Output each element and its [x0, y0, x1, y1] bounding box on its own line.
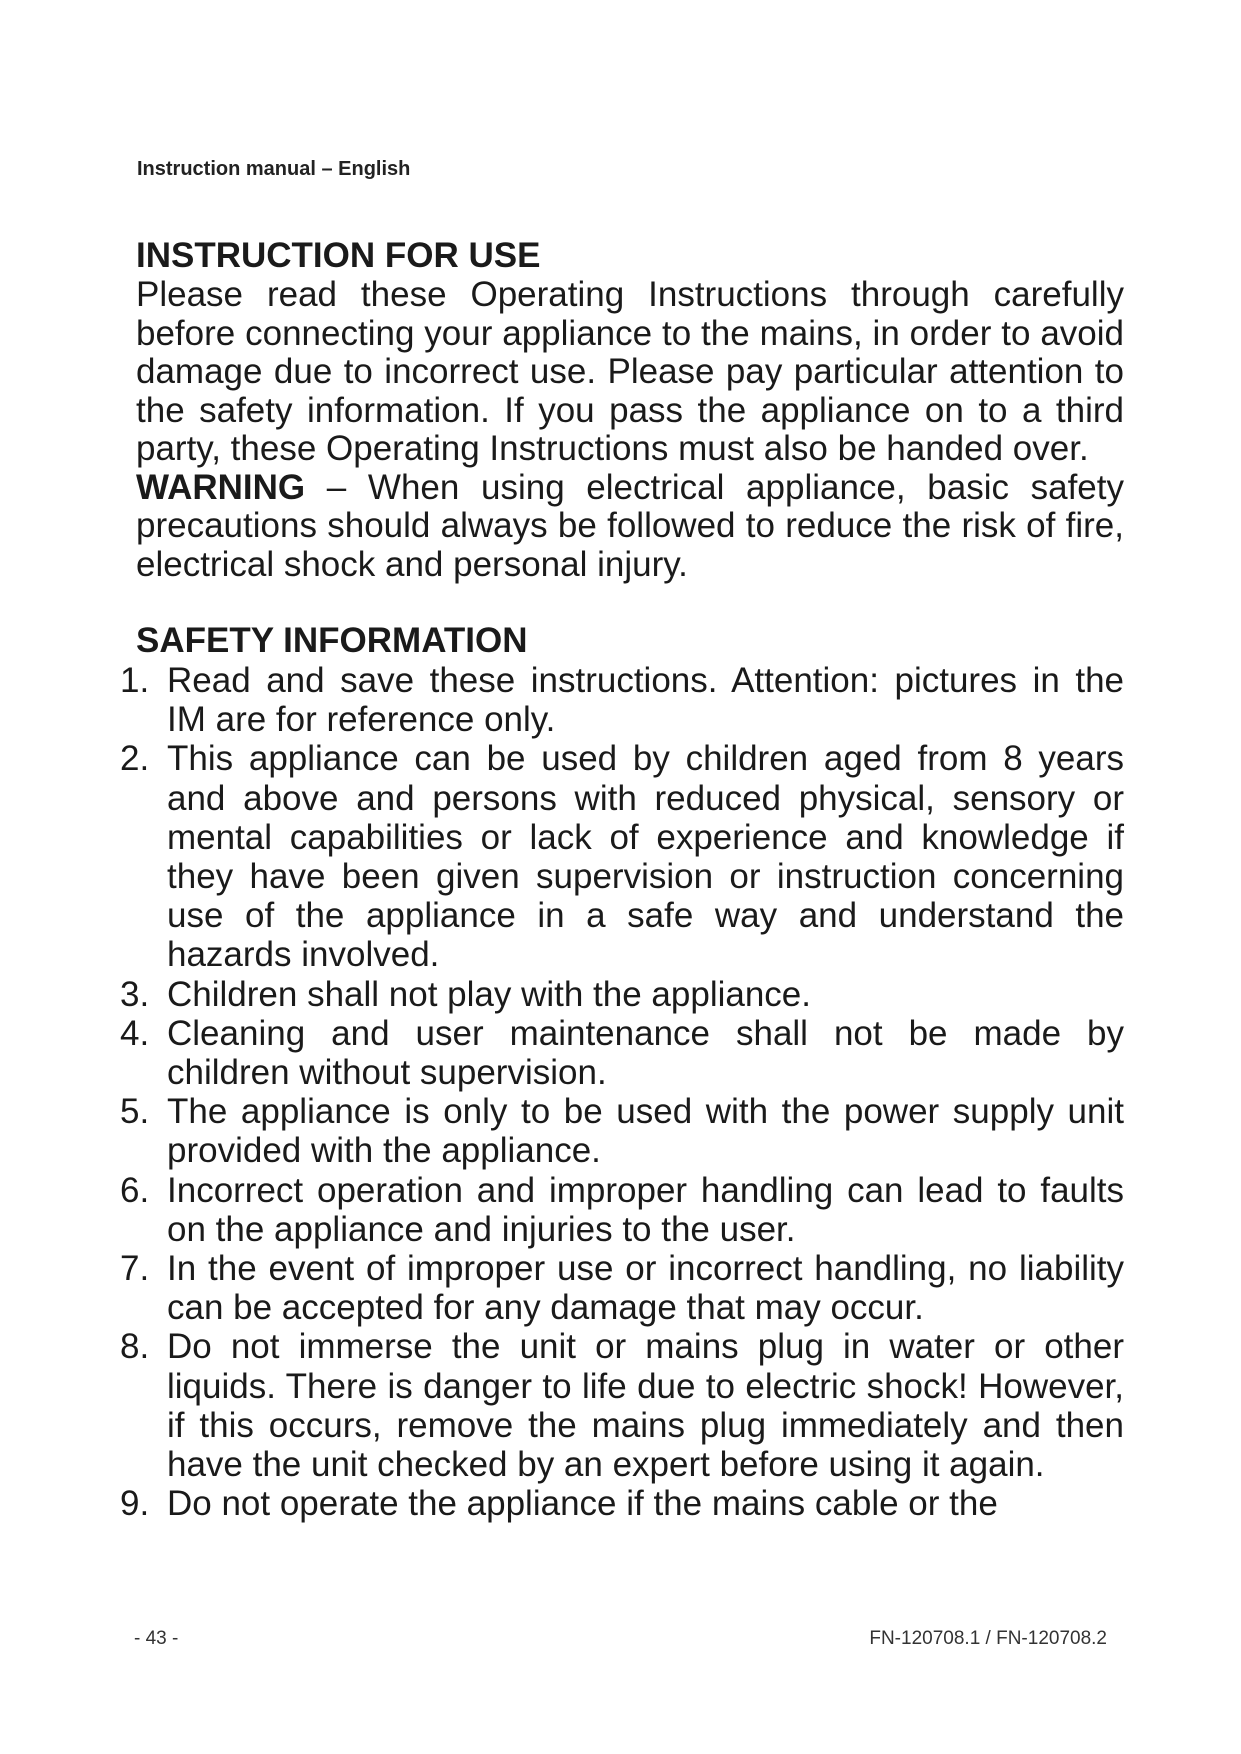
warning-text: – When using electrical appliance, basic safety precautions should always be followed to reduce the risk of fire, electrical shock and personal injury. [136, 467, 1124, 584]
list-item [120, 1484, 1124, 1523]
list-item-number: 8. [120, 1327, 150, 1367]
safety-list [120, 661, 1124, 1524]
list-item [120, 1171, 1124, 1249]
page-number: - 43 - [134, 1628, 179, 1649]
list-item [120, 1092, 1124, 1170]
list-item-number: 4. [120, 1013, 150, 1053]
list-item-number: 6. [120, 1170, 150, 1210]
document-header: Instruction manual – English [137, 158, 411, 180]
list-item-text: Do not operate the appliance if the mains cable or the [167, 1484, 998, 1524]
list-item [120, 975, 1124, 1014]
warning-paragraph [136, 469, 1124, 585]
list-item-text: Cleaning and user maintenance shall not be made by children without supervision. [167, 1013, 1124, 1093]
list-item-text: Children shall not play with the appliance. [167, 974, 811, 1014]
list-item [120, 1014, 1124, 1092]
list-item-text: In the event of improper use or incorrect handling, no liability can be accepted for any damage that may occur. [167, 1249, 1124, 1328]
list-item-number: 5. [120, 1092, 150, 1132]
list-item [120, 739, 1124, 974]
section-gap [136, 584, 1124, 621]
instructions-paragraph: Please read these Operating Instructions through carefully before connecting your appliance to the mains, in order to avoid damage due to incorrect use. Please pay particular attention to the safety information. If you pass the appliance on to a third party, these Operating Instructions must also be handed over. [136, 275, 1124, 468]
model-number: FN-120708.1 / FN-120708.2 [869, 1628, 1107, 1649]
warning-label: WARNING [136, 467, 306, 507]
safety-heading: SAFETY INFORMATION [136, 621, 528, 660]
list-item-text: The appliance is only to be used with the power supply unit provided with the appliance. [167, 1092, 1124, 1171]
list-item-text: Incorrect operation and improper handling can lead to faults on the appliance and injuries to the user. [167, 1170, 1124, 1249]
list-item-number: 7. [120, 1249, 150, 1289]
list-item-number: 2. [120, 739, 150, 779]
list-item-number: 3. [120, 974, 150, 1014]
list-item-number: 1. [120, 661, 150, 700]
list-item-number: 9. [120, 1484, 150, 1524]
instructions-heading: INSTRUCTION FOR USE [136, 236, 541, 275]
list-item [120, 1327, 1124, 1484]
page-content [120, 236, 1124, 1524]
list-item [120, 1249, 1124, 1327]
list-item-text: Read and save these instructions. Attention: pictures in the IM are for reference only. [167, 661, 1124, 740]
list-item [120, 661, 1124, 739]
list-item-text: Do not immerse the unit or mains plug in water or other liquids. There is danger to life due to electric shock! However, if this occurs, remove the mains plug immediately and then have the unit checked by an expert before using it again. [167, 1327, 1124, 1485]
list-item-text: This appliance can be used by children aged from 8 years and above and persons with reduced physical, sensory or mental capabilities or lack of experience and knowledge if they have been given supervision or instruction concerning use of the appliance in a safe way and understand the hazards involved. [167, 739, 1124, 975]
